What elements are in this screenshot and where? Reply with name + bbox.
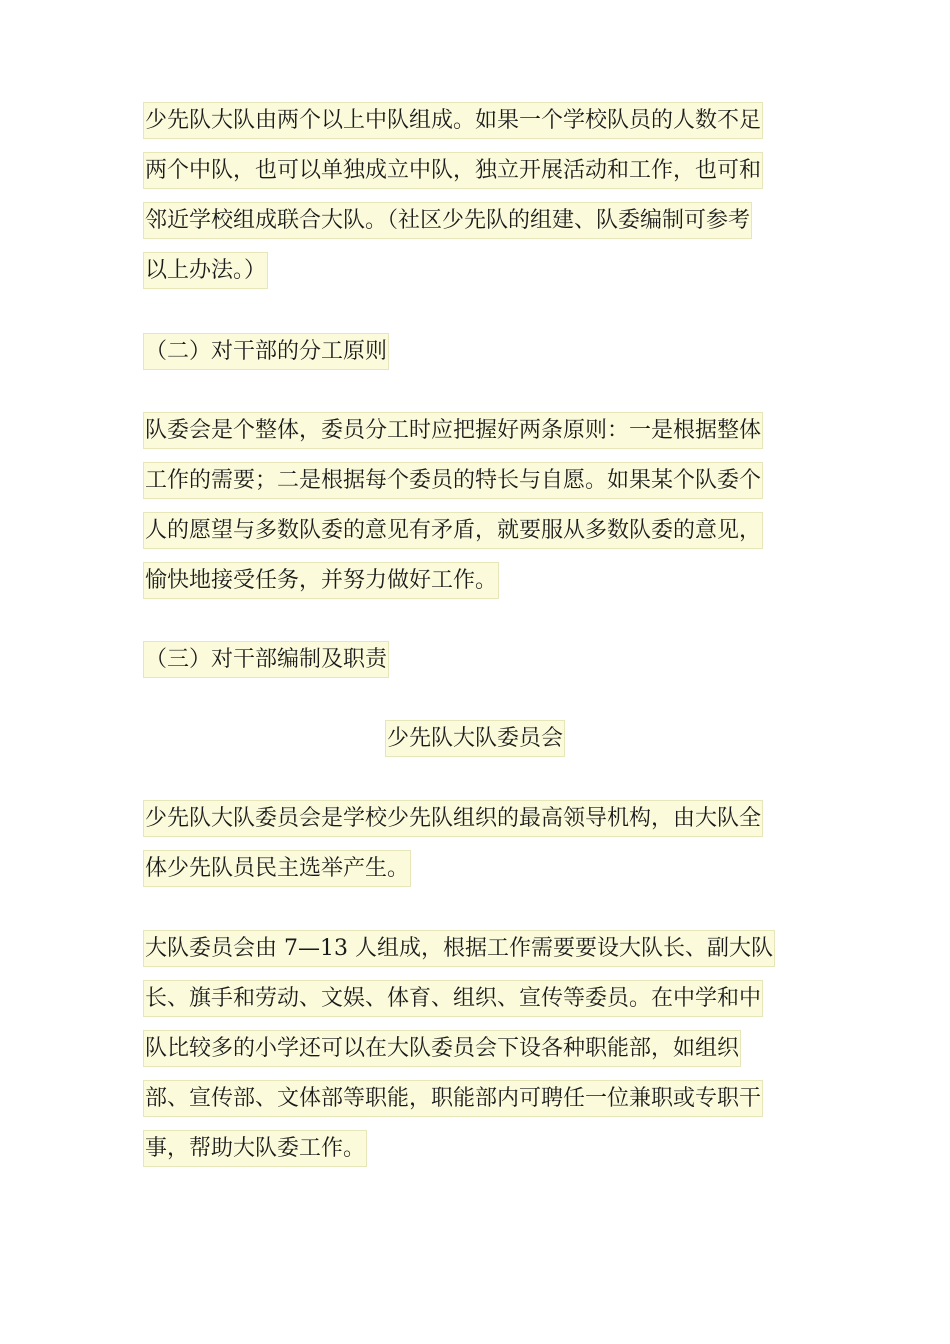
text-line: 愉快地接受任务，并努力做好工作。	[143, 562, 499, 599]
paragraph-4	[143, 930, 815, 1180]
text-line: 队比较多的小学还可以在大队委员会下设各种职能部，如组织	[143, 1030, 741, 1067]
text-line: 少先队大队由两个以上中队组成。如果一个学校队员的人数不足	[143, 102, 763, 139]
section-heading: （三）对干部编制及职责	[143, 641, 389, 678]
section-title-block	[0, 720, 950, 757]
text-line: 体少先队员民主选举产生。	[143, 850, 411, 887]
paragraph-1	[143, 102, 815, 302]
text-line: 大队委员会由 7—13 人组成，根据工作需要要设大队长、副大队	[143, 930, 775, 967]
heading-staffing-duties	[143, 641, 815, 691]
text-line: 以上办法。）	[143, 252, 268, 289]
text-line: 队委会是个整体，委员分工时应把握好两条原则：一是根据整体	[143, 412, 763, 449]
text-line: 人的愿望与多数队委的意见有矛盾，就要服从多数队委的意见，	[143, 512, 763, 549]
paragraph-2	[143, 412, 815, 612]
text-line: 邻近学校组成联合大队。（社区少先队的组建、队委编制可参考	[143, 202, 752, 239]
text-line: 两个中队，也可以单独成立中队，独立开展活动和工作，也可和	[143, 152, 763, 189]
text-line: 部、宣传部、文体部等职能，职能部内可聘任一位兼职或专职干	[143, 1080, 763, 1117]
paragraph-3	[143, 800, 815, 900]
section-title: 少先队大队委员会	[385, 720, 565, 757]
text-line: 工作的需要；二是根据每个委员的特长与自愿。如果某个队委个	[143, 462, 763, 499]
text-line: 长、旗手和劳动、文娱、体育、组织、宣传等委员。在中学和中	[143, 980, 763, 1017]
heading-division-principles	[143, 333, 815, 383]
text-line: 少先队大队委员会是学校少先队组织的最高领导机构，由大队全	[143, 800, 763, 837]
section-heading: （二）对干部的分工原则	[143, 333, 389, 370]
text-line: 事，帮助大队委工作。	[143, 1130, 367, 1167]
